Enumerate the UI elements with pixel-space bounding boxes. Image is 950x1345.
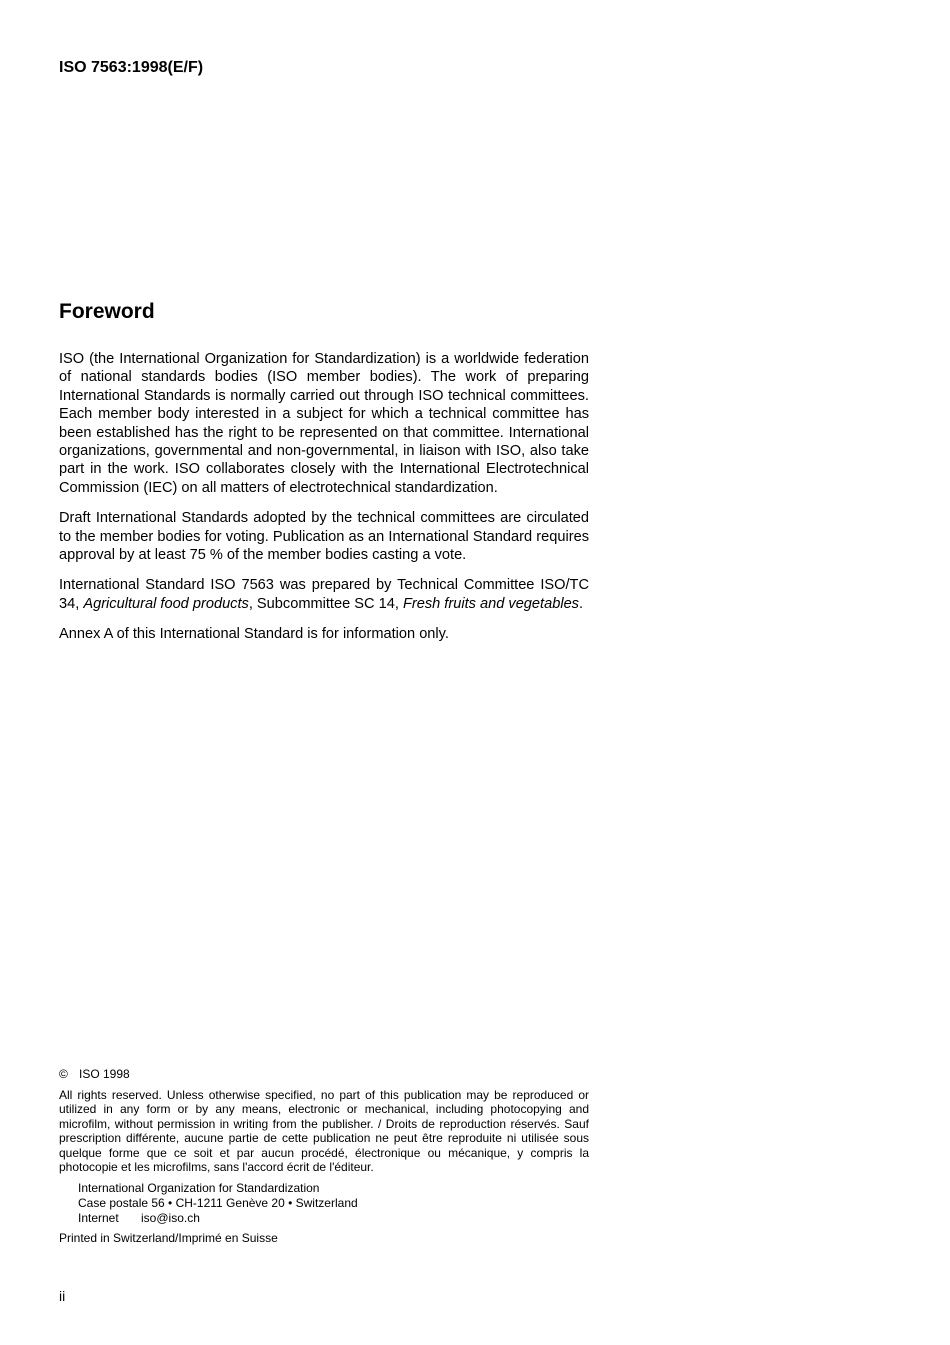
internet-line xyxy=(78,1211,589,1226)
foreword-section xyxy=(59,298,589,656)
internet-label: Internet xyxy=(78,1210,119,1225)
publisher-name: International Organization for Standardization xyxy=(78,1180,320,1195)
postal-address: Case postale 56 • CH-1211 Genève 20 • Switzerland xyxy=(78,1195,358,1210)
publisher-address xyxy=(78,1181,589,1226)
rights-statement: All rights reserved. Unless otherwise specified, no part of this publication may be reproduced or utilized in any form or by any means, electronic or mechanical, including photocopying and microfilm, without permission in writing from the publisher. / Droits de reproduction réservés. Sauf prescription différente, aucune partie de cette publication ne peut être reproduite ni utilisée sous quelque forme que ce soit et par aucun procédé, électronique ou mécanique, y compris la photocopie et les microfilms, sans l'accord écrit de l'éditeur. xyxy=(59,1087,589,1174)
paragraph-committee xyxy=(59,576,589,613)
committee-name: Agricultural food products xyxy=(83,595,249,612)
copyright-block xyxy=(59,1067,589,1245)
printed-in: Printed in Switzerland/Imprimé en Suisse xyxy=(59,1230,278,1245)
page-number: ii xyxy=(59,1288,66,1304)
committee-text-c: , Subcommittee SC 14, xyxy=(248,595,403,612)
committee-text-a: International Standard ISO 7563 was prepared by Technical Committee ISO/TC 34, xyxy=(59,577,589,612)
internet-address: iso@iso.ch xyxy=(141,1210,200,1225)
section-title: Foreword xyxy=(59,300,155,323)
committee-text-e: . xyxy=(578,595,584,612)
paragraph-draft-standards: Draft International Standards adopted by the technical committees are circulated to the member bodies for voting. Publication as an International Standard requires approval by at least 75 % of the member bodies casting a vote. xyxy=(59,510,589,564)
paragraph-annex: Annex A of this International Standard is for information only. xyxy=(59,626,449,643)
paragraph-iso-description: ISO (the International Organization for Standardization) is a worldwide federation of national standards bodies (ISO member bodies). The work of preparing International Standards is normally carried out through ISO technical committees. Each member body interested in a subject for which a technical committee has been established has the right to be represented on that committee. International organizations, governmental and non-governmental, in liaison with ISO, also take part in the work. ISO collaborates closely with the International Electrotechnical Commission (IEC) on all matters of electrotechnical standardization. xyxy=(59,351,589,496)
document-id: ISO 7563:1998(E/F) xyxy=(59,59,204,76)
copyright-year: ISO 1998 xyxy=(79,1067,130,1081)
copyright-icon: © xyxy=(59,1067,68,1081)
copyright-line xyxy=(59,1067,589,1082)
subcommittee-name: Fresh fruits and vegetables xyxy=(402,595,579,612)
